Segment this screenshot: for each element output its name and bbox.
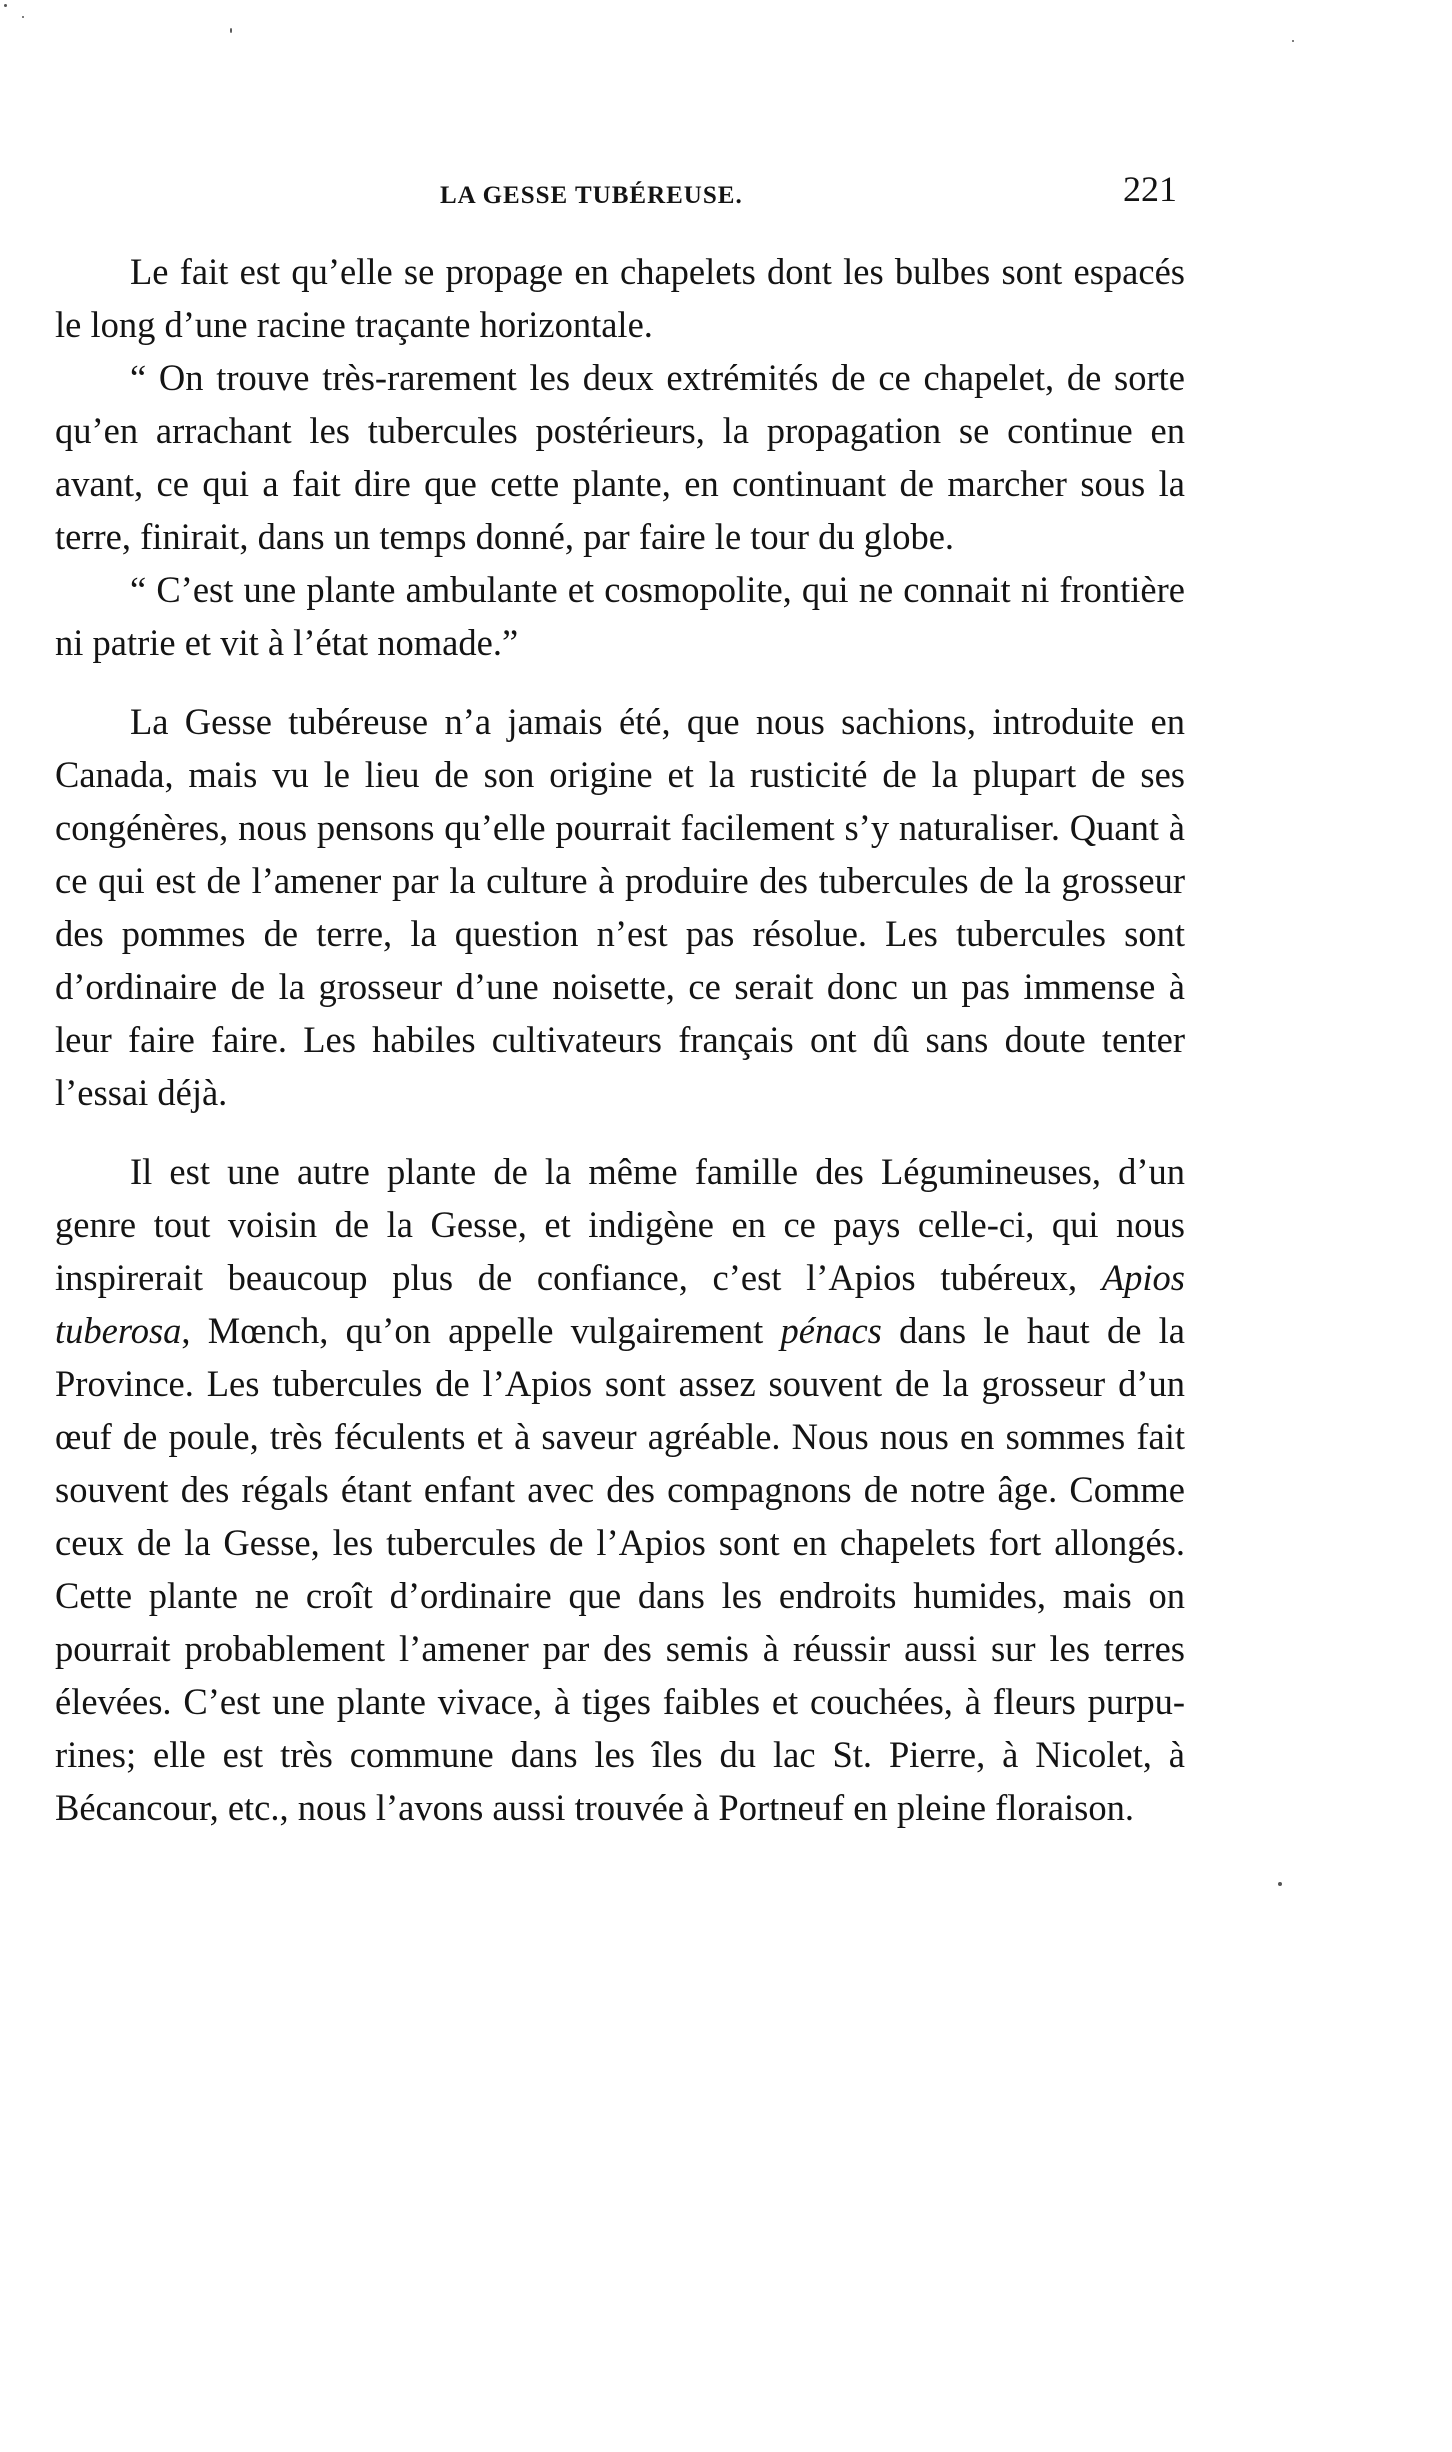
- scan-speck: [22, 16, 24, 18]
- scan-speck: [1278, 1882, 1282, 1886]
- paragraph-1: Le fait est qu’elle se propage en chapelets dont les bulbes sont espacés le long d’une racine traçante horizontale.: [55, 251, 1185, 345]
- page-number: 221: [1123, 169, 1177, 209]
- paragraph-5-text-c: dans le haut de la Province. Les tubercules de l’Apios sont assez souvent de la grosseur d’un œuf de poule, très féculents et à saveur agréable. Nous nous en sommes fait souvent des régals étant enfant avec des compagnons de notre âge. Comme ceux de la Gesse, les tubercules de l’Apios sont en chapelets fort allongés. Cette plante ne croît d’ordinaire que dans les endroits humides, mais on pourrait probablement l’amener par des semis à réussir aussi sur les terres élevées. C’est une plante vivace, à tiges faibles et couchées, à fleurs purpurines; elle est très commune dans les îles du lac St. Pierre, à Nicolet, à Bécancour, etc., nous l’avons aussi trouvée à Portneuf en pleine floraison.: [55, 1310, 1185, 1828]
- paragraph-5: [55, 1145, 1185, 1834]
- vernacular-name-penacs: pénacs: [780, 1310, 882, 1351]
- paragraph-3: “ C’est une plante ambulante et cosmopolite, qui ne connait ni frontière ni patrie et vit à l’état nomade.”: [55, 569, 1185, 663]
- scan-speck: [4, 4, 7, 7]
- paragraph-5-text-a: Il est une autre plante de la même famille des Légumineuses, d’un genre tout voisin de la Gesse, et indigène en ce pays celle-ci, qui nous inspirerait beaucoup plus de confiance, c’est l’Apios tubéreux,: [55, 1151, 1185, 1298]
- scan-speck: [230, 28, 232, 33]
- running-title: LA GESSE TUBÉREUSE.: [440, 182, 743, 209]
- latin-name-apios-tuberosa: Apios tuberosa: [55, 1257, 1185, 1351]
- paragraph-2: “ On trouve très-rarement les deux extrémités de ce chapelet, de sorte qu’en arrachant les tubercules postérieurs, la propagation se continue en avant, ce qui a fait dire que cette plante, en continuant de marcher sous la terre, finirait, dans un temps donné, par faire le tour du globe.: [55, 357, 1185, 557]
- running-head: [55, 168, 1185, 218]
- scan-speck: [1292, 40, 1294, 42]
- body-text: [55, 245, 1185, 1834]
- paragraph-5-text-b: , Mœnch, qu’on appelle vulgairement: [181, 1310, 781, 1351]
- paragraph-4: La Gesse tubéreuse n’a jamais été, que nous sachions, introduite en Canada, mais vu le lieu de son origine et la rusticité de la plupart de ses congénères, nous pensons qu’elle pourrait facilement s’y naturaliser. Quant à ce qui est de l’amener par la culture à produire des tubercules de la grosseur des pommes de terre, la question n’est pas résolue. Les tubercules sont d’ordinaire de la grosseur d’une noisette, ce serait donc un pas immense à leur faire faire. Les habiles cultivateurs français ont dû sans doute tenter l’essai déjà.: [55, 701, 1185, 1113]
